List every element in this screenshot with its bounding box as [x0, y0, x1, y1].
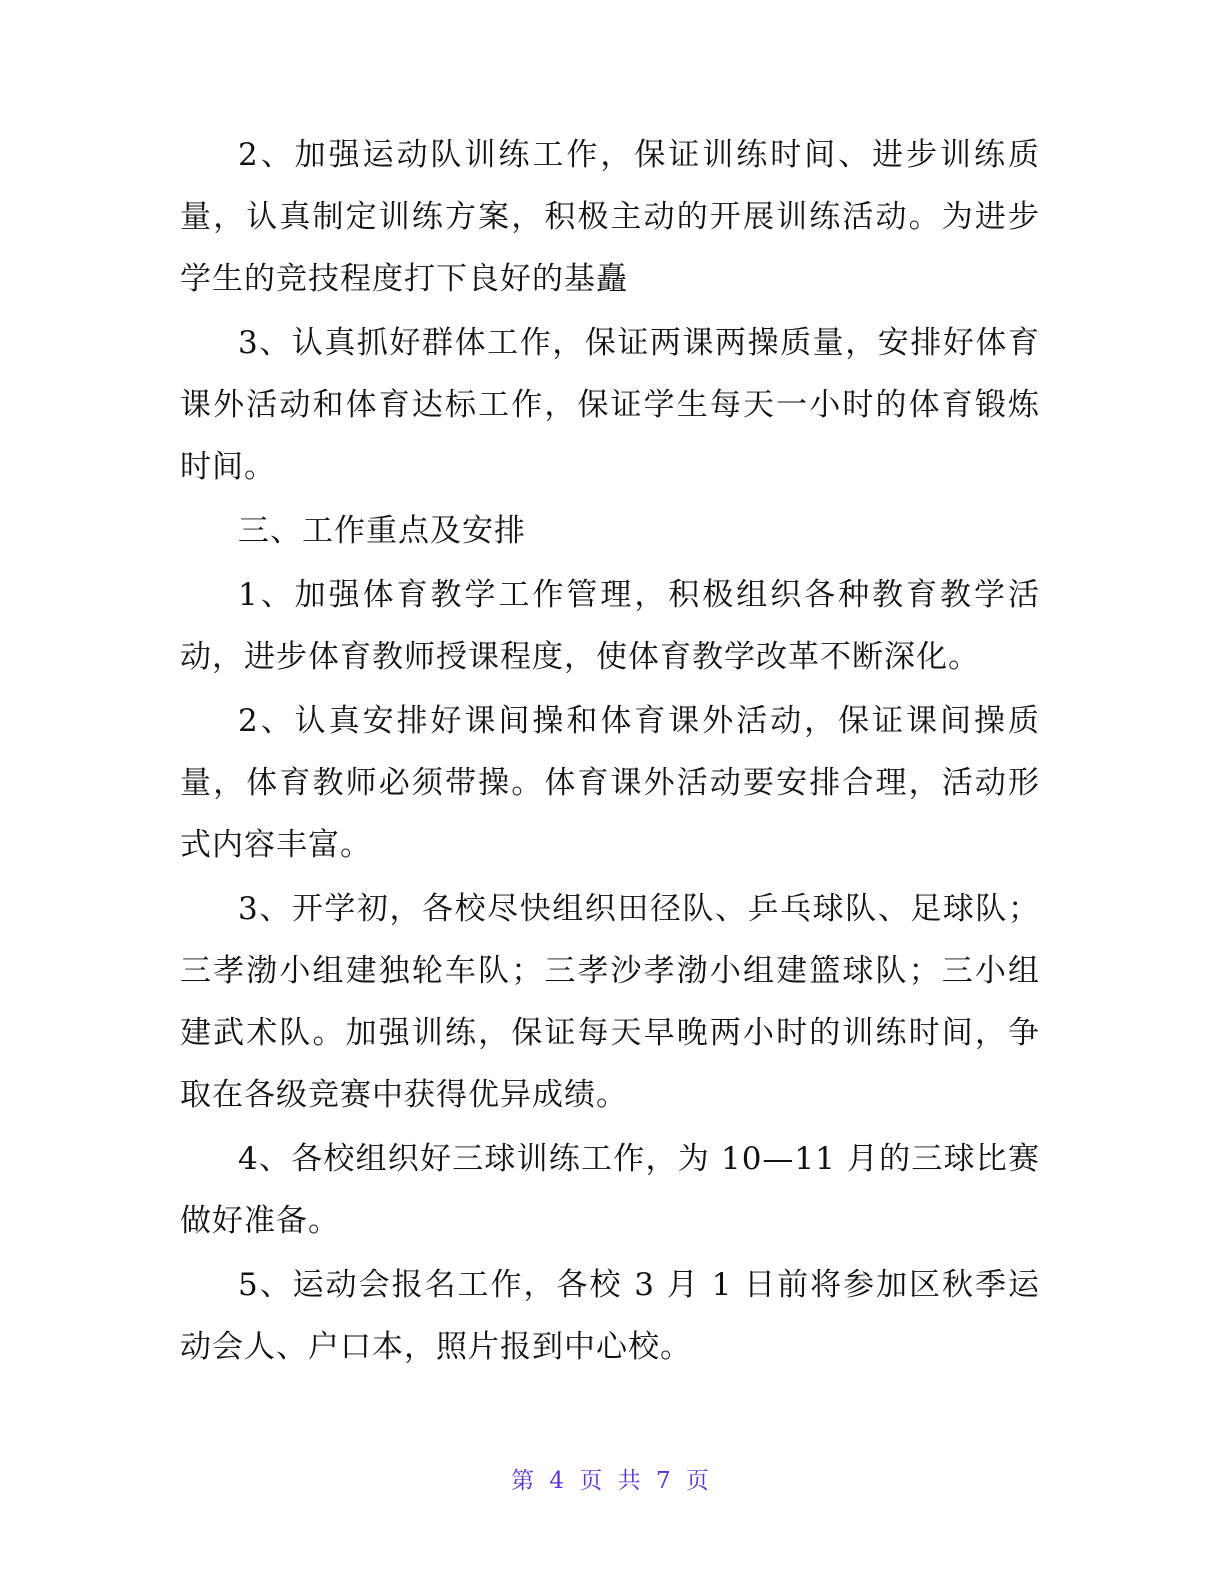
paragraph-teaching-management: 1、加强体育教学工作管理，积极组织各种教育教学活动，进步体育教师授课程度，使体育教学改革不断深化。 [180, 577, 1040, 675]
paragraph-mass-sports: 3、认真抓好群体工作，保证两课两操质量，安排好体育课外活动和体育达标工作，保证学生每天一小时的体育锻炼时间。 [180, 325, 1040, 485]
page-number-footer: 第 4 页 共 7 页 [511, 1468, 713, 1494]
paragraph-ball-training: 4、各校组织好三球训练工作，为 10—11 月的三球比赛做好准备。 [180, 1141, 1040, 1239]
paragraph-school-teams: 3、开学初，各校尽快组织田径队、乒乓球队、足球队；三孝渤小组建独轮车队；三孝沙孝渤小组建篮球队；三小组建武术队。加强训练，保证每天早晚两小时的训练时间，争取在各级竞赛中获得优异成绩。 [180, 891, 1040, 1113]
paragraph-training-teams: 2、加强运动队训练工作，保证训练时间、进步训练质量，认真制定训练方案，积极主动的开展训练活动。为进步学生的竞技程度打下良好的基矗 [180, 137, 1040, 297]
paragraph-sports-meet-registration: 5、运动会报名工作，各校 3 月 1 日前将参加区秋季运动会人、户口本，照片报到中心校。 [180, 1267, 1040, 1365]
section-heading-priorities: 三、工作重点及安排 [238, 513, 526, 549]
paragraph-exercise-activities: 2、认真安排好课间操和体育课外活动，保证课间操质量，体育教师必须带操。体育课外活动要安排合理，活动形式内容丰富。 [180, 703, 1040, 863]
document-body [180, 124, 1040, 1380]
